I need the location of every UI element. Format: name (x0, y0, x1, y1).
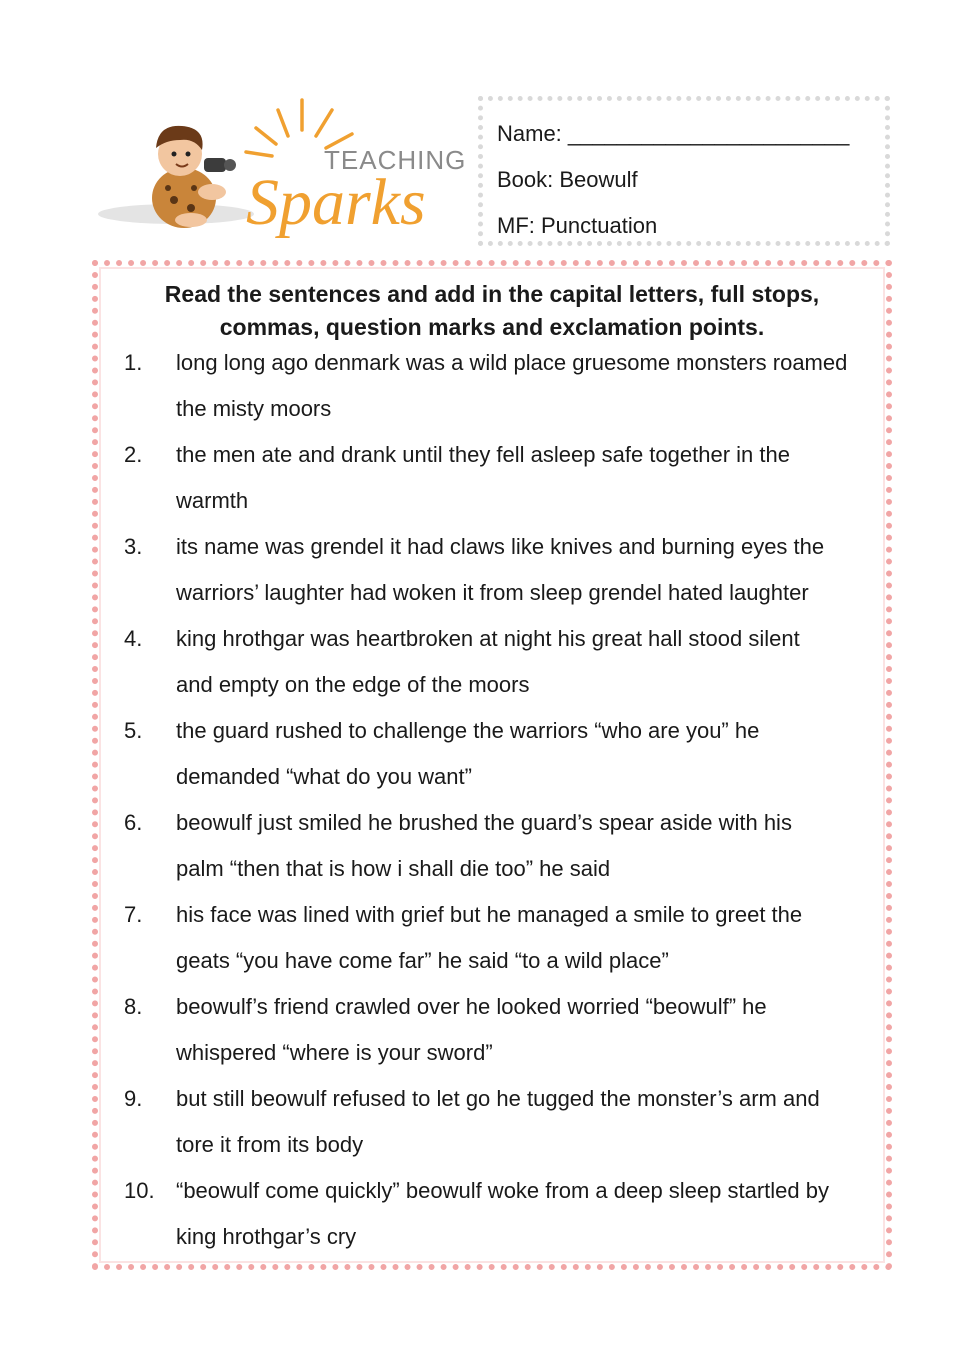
sentence-item (124, 432, 876, 524)
sentence-text: beowulf just smiled he brushed the guard’s spear aside with his palm “then that is how i shall die too” he said (176, 810, 792, 881)
name-field[interactable] (497, 111, 871, 157)
instructions-line-2: commas, question marks and exclamation points. (219, 314, 765, 340)
sentence-number: 2. (124, 442, 143, 467)
instructions (98, 278, 886, 344)
instructions-line-1: Read the sentences and add in the capital letters, full stops, (164, 281, 820, 307)
sentence-list (124, 340, 876, 1260)
sentence-number: 7. (124, 902, 143, 927)
sentence-number: 4. (124, 626, 143, 651)
sentence-text: the guard rushed to challenge the warriors “who are you” he demanded “what do you want” (176, 718, 760, 789)
sentence-text: beowulf’s friend crawled over he looked worried “beowulf” he whispered “where is your sword” (176, 994, 767, 1065)
sentence-item (124, 1168, 876, 1260)
sentence-text: the men ate and drank until they fell asleep safe together in the warmth (176, 442, 790, 513)
sentence-text: his face was lined with grief but he managed a smile to greet the geats “you have come far” he said “to a wild place” (176, 902, 803, 973)
sentence-item (124, 1076, 876, 1168)
name-blank[interactable]: _______________________ (567, 121, 850, 146)
sentence-number: 6. (124, 810, 143, 835)
sentence-text: “beowulf come quickly” beowulf woke from a deep sleep startled by king hrothgar’s cry (176, 1178, 829, 1249)
sentence-number: 9. (124, 1086, 143, 1111)
teaching-sparks-logo (96, 96, 466, 246)
book-line: Book: Beowulf (497, 167, 638, 192)
sentence-text: but still beowulf refused to let go he tugged the monster’s arm and tore it from its body (176, 1086, 820, 1157)
sentence-text: king hrothgar was heartbroken at night his great hall stood silent and empty on the edge of the moors (176, 626, 800, 697)
sentence-number: 3. (124, 534, 143, 559)
sentence-text: its name was grendel it had claws like knives and burning eyes the warriors’ laughter had woken it from sleep grendel hated laughter (176, 534, 825, 605)
sentence-number: 8. (124, 994, 143, 1019)
sentence-item (124, 800, 876, 892)
sentence-item (124, 984, 876, 1076)
name-label: Name: (497, 121, 562, 146)
sentence-item (124, 340, 876, 432)
sentence-number: 5. (124, 718, 143, 743)
sentence-item (124, 524, 876, 616)
mf-line: MF: Punctuation (497, 213, 658, 238)
sentence-text: long long ago denmark was a wild place gruesome monsters roamed the misty moors (176, 350, 848, 421)
student-info-box (478, 96, 890, 246)
caveman-mascot-icon (96, 96, 466, 246)
sentence-number: 1. (124, 350, 143, 375)
sentence-item (124, 708, 876, 800)
svg-text:TEACHING: TEACHING (324, 145, 466, 175)
worksheet-box (92, 260, 892, 1270)
sentence-number: 10. (124, 1178, 155, 1203)
sentence-item (124, 616, 876, 708)
sentence-item (124, 892, 876, 984)
svg-text:Sparks: Sparks (246, 166, 426, 239)
